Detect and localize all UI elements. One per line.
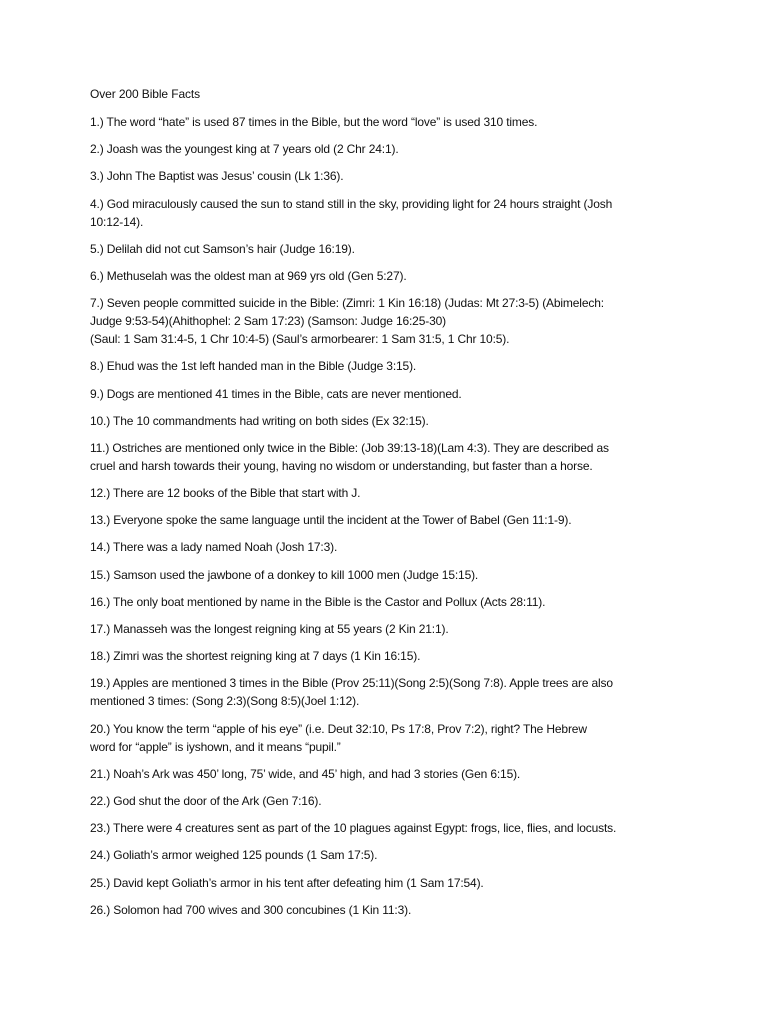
fact-line: 9.) Dogs are mentioned 41 times in the Bible, cats are never mentioned. xyxy=(90,386,462,401)
fact-line: 2.) Joash was the youngest king at 7 years old (2 Chr 24:1). xyxy=(90,142,399,157)
fact-item xyxy=(90,765,690,783)
fact-line: 18.) Zimri was the shortest reigning king at 7 days (1 Kin 16:15). xyxy=(90,649,421,664)
fact-line: 1.) The word “hate” is used 87 times in the Bible, but the word “love” is used 310 times. xyxy=(90,115,538,129)
fact-item xyxy=(90,511,690,529)
fact-item xyxy=(90,267,690,285)
fact-item xyxy=(90,538,690,556)
fact-item xyxy=(90,647,690,665)
fact-item xyxy=(90,412,690,430)
fact-line: 10:12-14). xyxy=(90,214,144,229)
fact-line: Judge 9:53-54)(Ahithophel: 2 Sam 17:23) (Samson: Judge 16:25-30) xyxy=(90,314,446,329)
fact-item xyxy=(90,167,690,185)
fact-item xyxy=(90,720,690,756)
fact-line: 23.) There were 4 creatures sent as part of the 10 plagues against Egypt: frogs, lice, flies, and locusts. xyxy=(90,821,617,836)
fact-line: 7.) Seven people committed suicide in the Bible: (Zimri: 1 Kin 16:18) (Judas: Mt 27:3-5) (Abimelech: xyxy=(90,296,604,311)
fact-line: 21.) Noah’s Ark was 450’ long, 75’ wide, and 45’ high, and had 3 stories (Gen 6:15). xyxy=(90,766,521,781)
fact-item xyxy=(90,357,690,375)
fact-item xyxy=(90,819,690,837)
fact-item xyxy=(90,113,690,131)
fact-line: 16.) The only boat mentioned by name in the Bible is the Castor and Pollux (Acts 28:11). xyxy=(90,594,546,609)
fact-item xyxy=(90,140,690,158)
fact-item xyxy=(90,240,690,258)
fact-item xyxy=(90,294,690,348)
fact-line: 24.) Goliath’s armor weighed 125 pounds (1 Sam 17:5). xyxy=(90,848,378,863)
fact-item xyxy=(90,484,690,502)
fact-item xyxy=(90,195,690,231)
fact-line: 22.) God shut the door of the Ark (Gen 7:16). xyxy=(90,793,322,808)
fact-line: 6.) Methuselah was the oldest man at 969 yrs old (Gen 5:27). xyxy=(90,268,407,283)
fact-item xyxy=(90,846,690,864)
facts-list xyxy=(90,113,690,919)
fact-line: 12.) There are 12 books of the Bible that start with J. xyxy=(90,486,361,501)
fact-item xyxy=(90,674,690,710)
document-body xyxy=(90,86,690,928)
fact-line: cruel and harsh towards their young, having no wisdom or understanding, but faster than a horse. xyxy=(90,458,593,473)
fact-line: word for “apple” is iyshown, and it means “pupil.” xyxy=(90,739,341,754)
fact-line: 3.) John The Baptist was Jesus’ cousin (Lk 1:36). xyxy=(90,169,344,184)
fact-line: mentioned 3 times: (Song 2:3)(Song 8:5)(Joel 1:12). xyxy=(90,694,360,709)
fact-line: 20.) You know the term “apple of his eye” (i.e. Deut 32:10, Ps 17:8, Prov 7:2), right? The Hebrew xyxy=(90,721,587,736)
fact-item xyxy=(90,874,690,892)
fact-line: 26.) Solomon had 700 wives and 300 concubines (1 Kin 11:3). xyxy=(90,902,412,917)
fact-line: 8.) Ehud was the 1st left handed man in the Bible (Judge 3:15). xyxy=(90,359,417,374)
fact-line: 4.) God miraculously caused the sun to stand still in the sky, providing light for 24 hours straight (Josh xyxy=(90,196,613,211)
fact-item xyxy=(90,620,690,638)
fact-line: 5.) Delilah did not cut Samson’s hair (Judge 16:19). xyxy=(90,241,355,256)
fact-line: 17.) Manasseh was the longest reigning king at 55 years (2 Kin 21:1). xyxy=(90,622,449,636)
fact-line: 19.) Apples are mentioned 3 times in the Bible (Prov 25:11)(Song 2:5)(Song 7:8). Apple trees are also xyxy=(90,676,613,691)
fact-item xyxy=(90,901,690,919)
fact-line: 10.) The 10 commandments had writing on both sides (Ex 32:15). xyxy=(90,413,429,428)
fact-line: 11.) Ostriches are mentioned only twice in the Bible: (Job 39:13-18)(Lam 4:3). They are described as xyxy=(90,440,609,455)
fact-line: 15.) Samson used the jawbone of a donkey to kill 1000 men (Judge 15:15). xyxy=(90,567,479,582)
fact-item xyxy=(90,439,690,475)
fact-item xyxy=(90,566,690,584)
fact-line: 14.) There was a lady named Noah (Josh 17:3). xyxy=(90,540,338,555)
fact-line: 25.) David kept Goliath’s armor in his tent after defeating him (1 Sam 17:54). xyxy=(90,875,484,890)
fact-item xyxy=(90,792,690,810)
fact-line: 13.) Everyone spoke the same language until the incident at the Tower of Babel (Gen 11:1-9). xyxy=(90,513,572,528)
fact-item xyxy=(90,593,690,611)
document-title: Over 200 Bible Facts xyxy=(90,87,201,101)
fact-item xyxy=(90,385,690,403)
fact-line: (Saul: 1 Sam 31:4-5, 1 Chr 10:4-5) (Saul’s armorbearer: 1 Sam 31:5, 1 Chr 10:5). xyxy=(90,332,510,347)
